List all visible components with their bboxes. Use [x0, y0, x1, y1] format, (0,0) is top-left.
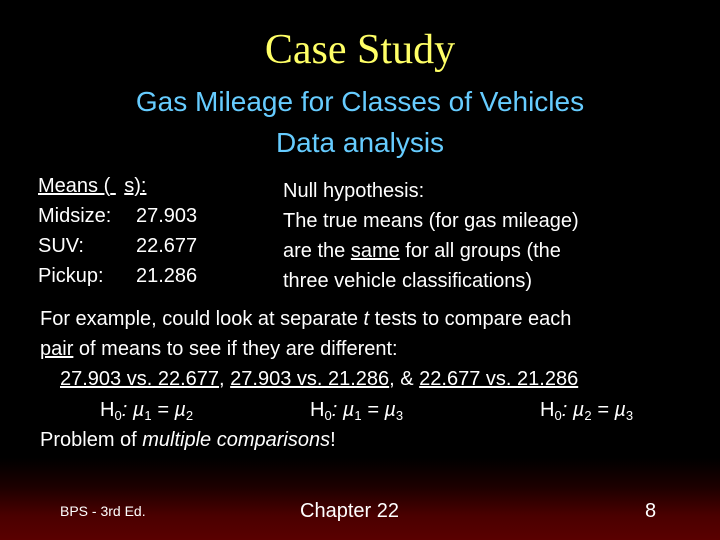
means-label: SUV: [38, 235, 84, 257]
hyp-mu: : µ [331, 399, 355, 421]
null-hypothesis-line: three vehicle classifications) [283, 270, 532, 292]
means-row-pickup [38, 261, 197, 291]
null-hypothesis-line: The true means (for gas mileage) [283, 210, 579, 232]
means-heading-post: s): [124, 175, 147, 197]
hyp-sub: 1 [144, 408, 152, 423]
null-line3-pre: are the [283, 240, 351, 262]
hyp-sub: 3 [395, 408, 404, 423]
null-hypothesis-block [283, 176, 579, 296]
hyp-sub: 1 [354, 408, 362, 423]
slide-title: Case Study [264, 27, 456, 73]
body-line-1 [40, 304, 710, 334]
body-line2-underlined: pair [40, 338, 74, 360]
body-line-2 [40, 334, 710, 364]
slide-subtitle-line1: Gas Mileage for Classes of Vehicles [135, 86, 585, 117]
hyp-mu: = µ [151, 399, 186, 421]
hyp-h: H [310, 399, 325, 421]
page-number: 8 [645, 500, 657, 522]
comparison-pair: 22.677 vs. 21.286 [419, 368, 579, 390]
means-value: 27.903 [136, 205, 198, 227]
comparison-pair: 27.903 vs. 21.286 [230, 368, 390, 390]
hyp-h: H [100, 399, 115, 421]
hyp-h: H [540, 399, 555, 421]
means-heading [38, 171, 197, 201]
hyp-mu: : µ [121, 399, 145, 421]
null-line3-underlined: same [350, 240, 400, 262]
hyp-sub: 3 [625, 408, 634, 423]
means-row-midsize [38, 201, 197, 231]
comparison-separator: , & [389, 368, 420, 390]
comparison-separator: , [219, 368, 231, 390]
null-hypothesis-heading: Null hypothesis: [283, 180, 425, 202]
hyp-mu: : µ [561, 399, 585, 421]
footer-chapter: Chapter 22 [300, 500, 399, 522]
comparison-pair: 27.903 vs. 22.677 [60, 368, 220, 390]
body-line-5 [40, 425, 710, 455]
body-line5-pre: Problem of [40, 429, 143, 451]
null-line3-post: for all groups (the [399, 240, 561, 262]
comparisons-line [60, 364, 720, 394]
body-line5-italic: multiple comparisons [142, 429, 331, 451]
means-value: 21.286 [136, 265, 198, 287]
hyp-mu: = µ [361, 399, 396, 421]
means-label: Pickup: [38, 265, 104, 287]
body-line5-post: ! [330, 429, 336, 451]
slide-subtitle-line2: Data analysis [275, 127, 445, 158]
means-row-suv [38, 231, 197, 261]
hyp-sub: 2 [185, 408, 194, 423]
body-line2-post: of means to see if they are different: [73, 338, 398, 360]
means-heading-gap [110, 171, 124, 201]
means-heading-pre: Means ( [38, 175, 111, 197]
body-line1-post: tests to compare each [369, 308, 572, 330]
hyp-sub: 2 [584, 408, 592, 423]
footer-left-text: BPS - 3rd Ed. [60, 503, 146, 519]
footer-gradient-band [0, 458, 720, 540]
hyp-sub: 0 [114, 408, 122, 423]
means-block [38, 171, 197, 291]
means-label: Midsize: [38, 205, 112, 227]
means-value: 22.677 [136, 235, 198, 257]
hyp-mu: = µ [591, 399, 626, 421]
hyp-sub: 0 [554, 408, 562, 423]
body-line1-italic: t [363, 308, 370, 330]
hyp-sub: 0 [324, 408, 332, 423]
null-hypothesis-line [283, 236, 579, 266]
body-line1-pre: For example, could look at separate [40, 308, 364, 330]
